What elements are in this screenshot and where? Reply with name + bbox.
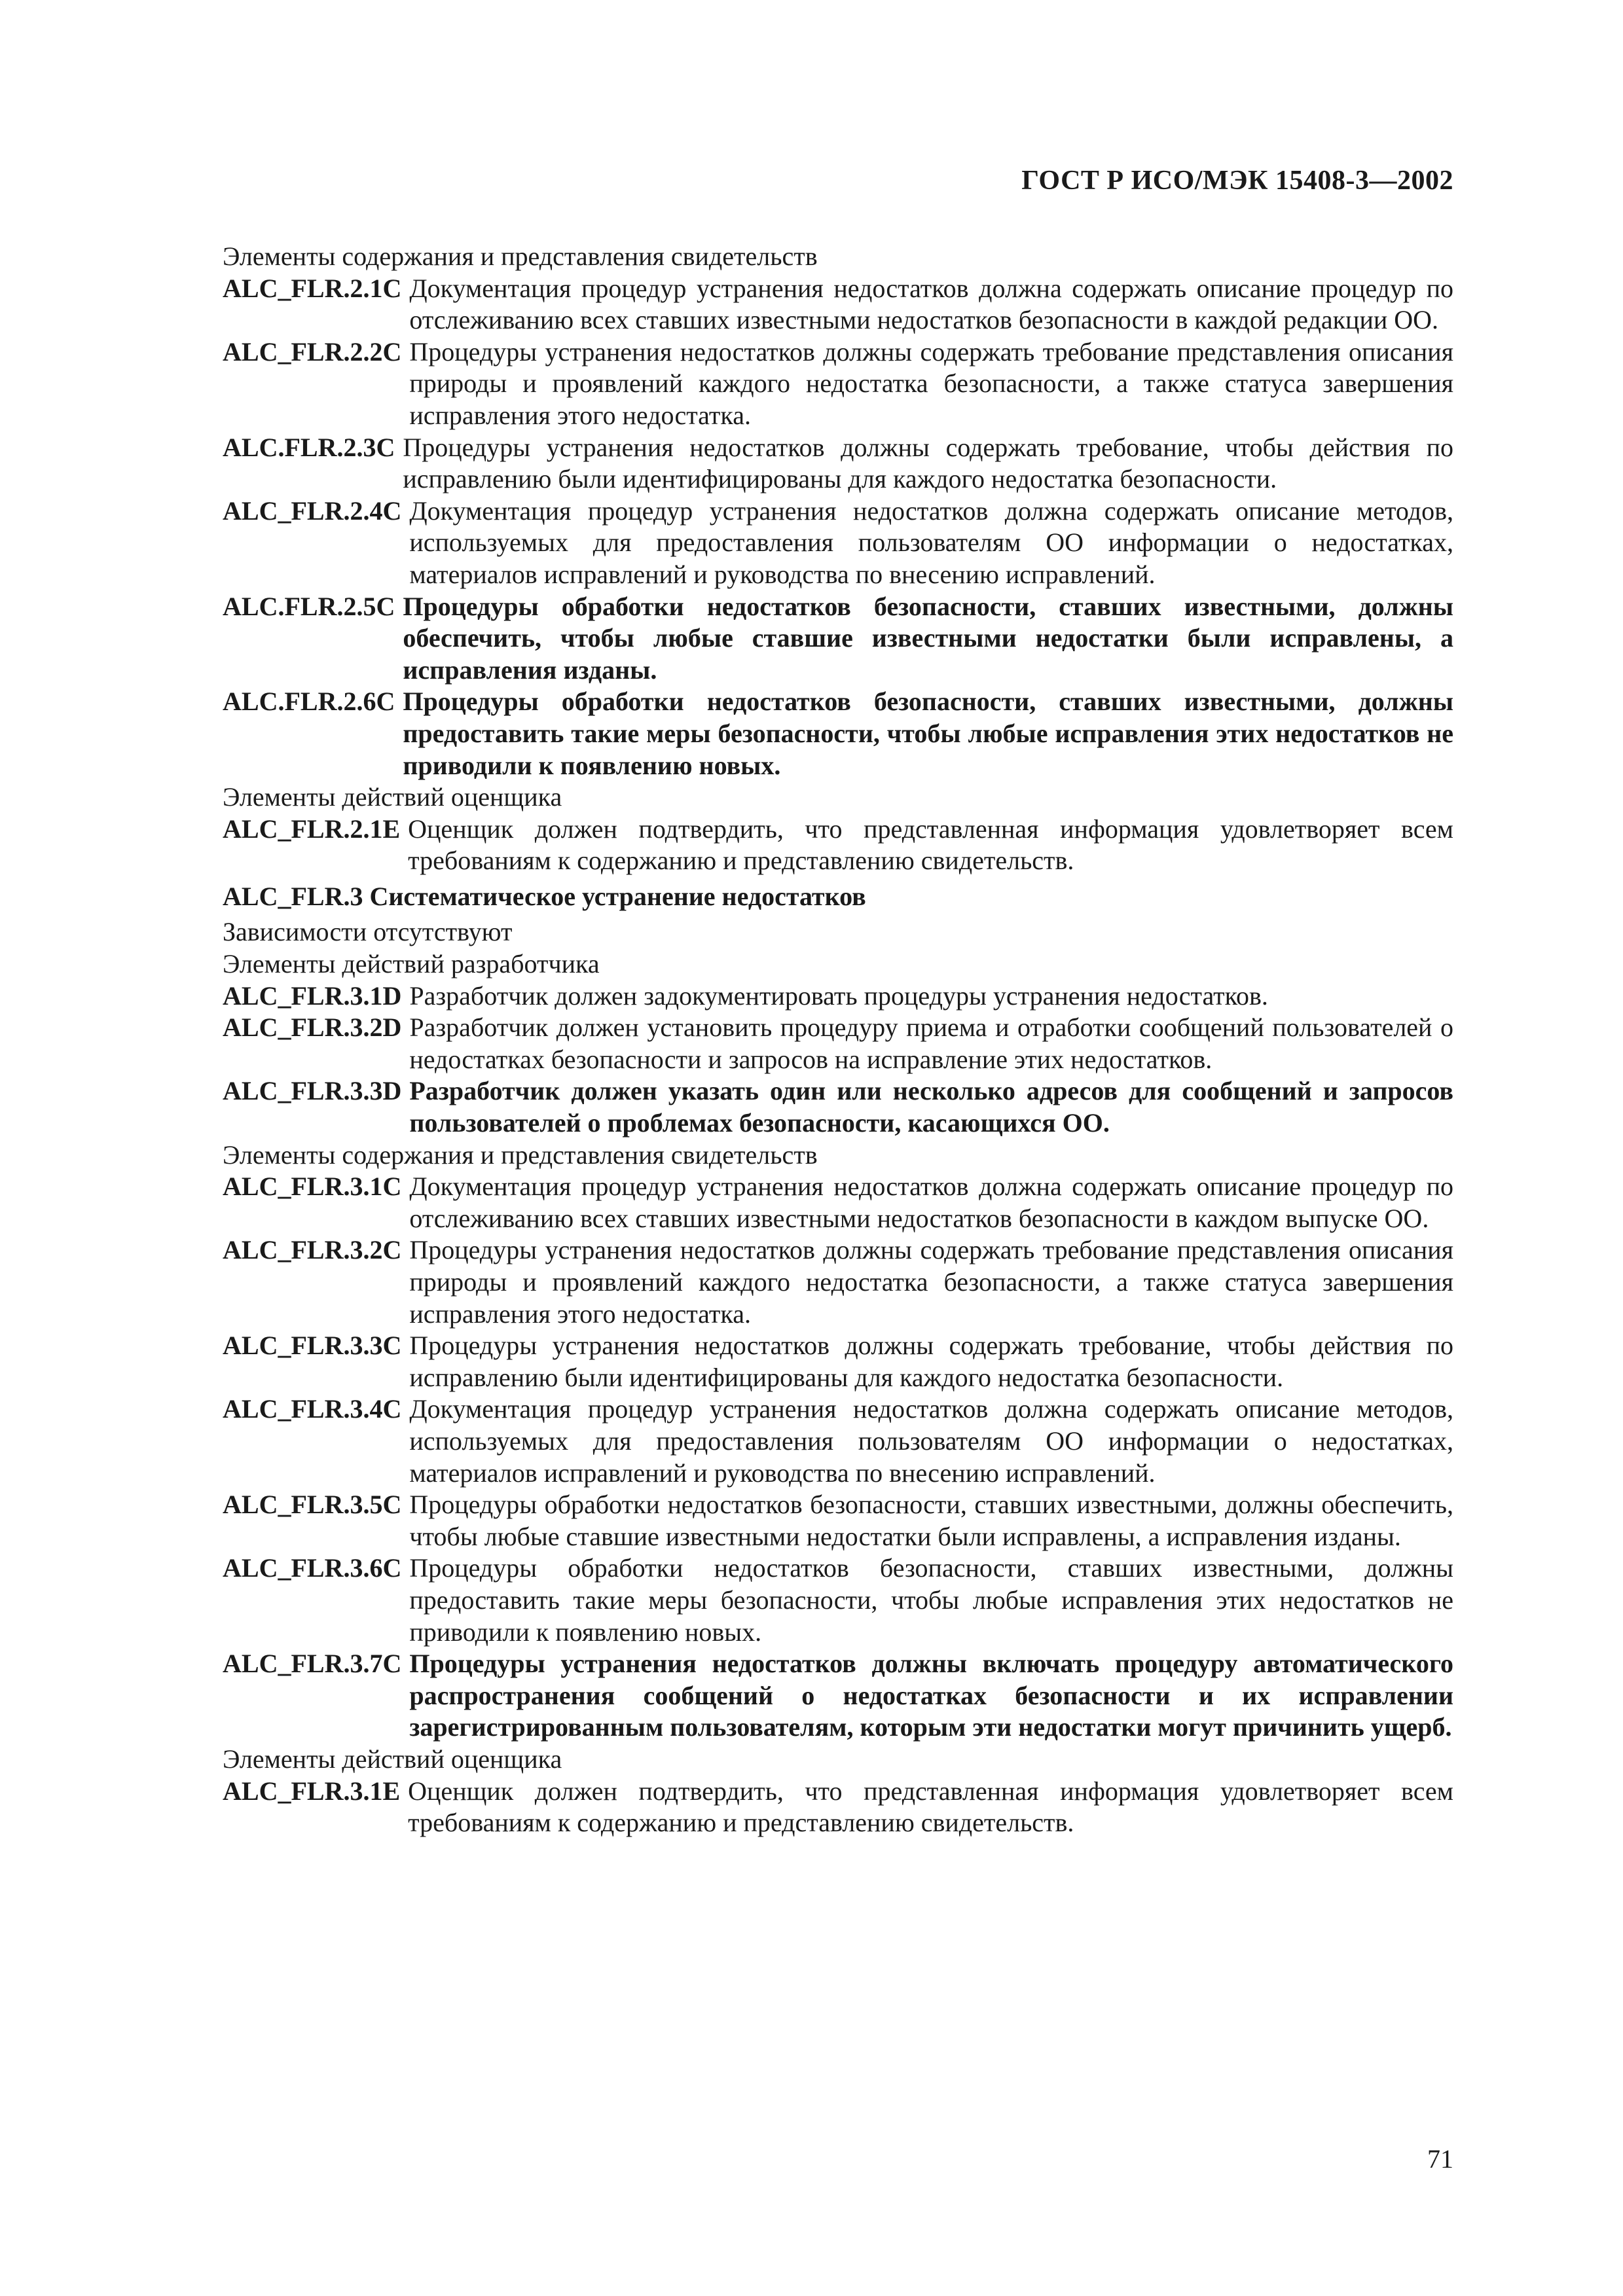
- requirement-text: Процедуры обработки недостатков безопасности, ставших известными, должны предоставить такие меры безопасности, чтобы любые исправления этих недостатков не приводили к появлению новых.: [409, 1553, 1453, 1647]
- requirement-item: [223, 1075, 1453, 1139]
- requirement-code: ALC.FLR.2.3C: [223, 432, 395, 462]
- requirement-code: ALC.FLR.2.5C: [223, 591, 395, 621]
- requirement-text: Оценщик должен подтвердить, что представленная информация удовлетворяет всем требованиям к содержанию и представлению свидетельств.: [408, 814, 1453, 876]
- requirement-code: ALC.FLR.2.6C: [223, 687, 395, 717]
- requirement-code: ALC_FLR.3.1D: [223, 980, 402, 1011]
- requirement-text: Документация процедур устранения недостатков должна содержать описание методов, используемых для предоставления пользователям ОО информации о недостатках, материалов исправлений и руководства по внесению исправлений.: [409, 1394, 1453, 1488]
- requirement-item: [223, 1776, 1453, 1839]
- requirement-code: ALC_FLR.3.3C: [223, 1331, 402, 1361]
- document-body: [223, 241, 1453, 1839]
- requirement-text: Процедуры устранения недостатков должны содержать требование, чтобы действия по исправлению были идентифицированы для каждого недостатка безопасности.: [403, 432, 1453, 494]
- requirement-code: ALC_FLR.3.1E: [223, 1776, 401, 1806]
- requirement-code: ALC_FLR.3.2D: [223, 1013, 402, 1043]
- requirement-code: ALC_FLR.3.6C: [223, 1553, 402, 1583]
- requirement-text: Документация процедур устранения недостатков должна содержать описание процедур по отслеживанию всех ставших известными недостатков безопасности в каждом выпуске ОО.: [409, 1172, 1453, 1233]
- requirement-item: [223, 1648, 1453, 1744]
- requirement-item: [223, 591, 1453, 687]
- requirement-text: Процедуры обработки недостатков безопасности, ставших известными, должны предоставить такие меры безопасности, чтобы любые исправления этих недостатков не приводили к появлению новых.: [403, 687, 1453, 780]
- section-label: Элементы содержания и представления свидетельств: [223, 1139, 818, 1170]
- requirement-item: [223, 432, 1453, 495]
- requirement-item: [223, 686, 1453, 781]
- requirement-code: ALC_FLR.2.4C: [223, 495, 402, 526]
- requirement-item: [223, 273, 1453, 336]
- requirement-code: ALC_FLR.3.4C: [223, 1394, 402, 1424]
- requirement-code: ALC_FLR.3.2C: [223, 1235, 402, 1265]
- requirement-item: [223, 980, 1453, 1013]
- requirement-text: Оценщик должен подтвердить, что представленная информация удовлетворяет всем требованиям к содержанию и представлению свидетельств.: [408, 1776, 1453, 1838]
- section-label: Элементы действий оценщика: [223, 782, 562, 812]
- section-label: Элементы действий оценщика: [223, 1744, 562, 1774]
- requirement-code: ALC_FLR.2.1C: [223, 273, 402, 303]
- requirement-text: Документация процедур устранения недостатков должна содержать описание процедур по отслеживанию всех ставших известными недостатков безопасности в каждой редакции ОО.: [409, 273, 1453, 335]
- requirement-item: [223, 814, 1453, 877]
- requirement-code: ALC_FLR.3.5C: [223, 1490, 402, 1520]
- requirement-text: Процедуры устранения недостатков должны содержать требование представления описания природы и проявлений каждого недостатка безопасности, а также статуса завершения исправления этого недостатка.: [409, 336, 1453, 430]
- page-number: 71: [1427, 2144, 1453, 2174]
- section-label: Элементы действий разработчика: [223, 949, 600, 979]
- section-label: Элементы содержания и представления свидетельств: [223, 242, 818, 271]
- requirement-item: [223, 1552, 1453, 1648]
- requirement-code: ALC_FLR.3.7C: [223, 1649, 402, 1679]
- requirement-text: Разработчик должен задокументировать процедуры устранения недостатков.: [409, 980, 1268, 1011]
- section-label: Зависимости отсутствуют: [223, 917, 513, 947]
- requirement-item: [223, 1171, 1453, 1234]
- requirement-item: [223, 336, 1453, 432]
- requirement-text: Процедуры обработки недостатков безопасности, ставших известными, должны обеспечить, чтобы любые ставшие известными недостатки были исправлены, а исправления изданы.: [403, 591, 1453, 685]
- component-heading: ALC_FLR.3 Систематическое устранение недостатков: [223, 881, 866, 911]
- requirement-item: [223, 1393, 1453, 1489]
- requirement-item: [223, 1234, 1453, 1330]
- requirement-item: [223, 1012, 1453, 1075]
- requirement-item: [223, 495, 1453, 591]
- requirement-item: [223, 1330, 1453, 1393]
- requirement-text: Разработчик должен установить процедуру приема и отработки сообщений пользователей о недостатках безопасности и запросов на исправление этих недостатков.: [409, 1013, 1453, 1074]
- requirement-text: Процедуры обработки недостатков безопасности, ставших известными, должны обеспечить, чтобы любые ставшие известными недостатки были исправлены, а исправления изданы.: [409, 1490, 1453, 1551]
- requirement-item: [223, 1489, 1453, 1552]
- requirement-code: ALC_FLR.2.2C: [223, 336, 402, 367]
- requirement-code: ALC_FLR.3.3D: [223, 1076, 402, 1106]
- requirement-code: ALC_FLR.2.1E: [223, 814, 401, 844]
- requirement-text: Документация процедур устранения недостатков должна содержать описание методов, используемых для предоставления пользователям ОО информации о недостатках, материалов исправлений и руководства по внесению исправлений.: [409, 495, 1453, 589]
- requirement-text: Процедуры устранения недостатков должны содержать требование представления описания природы и проявлений каждого недостатка безопасности, а также статуса завершения исправления этого недостатка.: [409, 1235, 1453, 1329]
- requirement-text: Процедуры устранения недостатков должны содержать требование, чтобы действия по исправлению были идентифицированы для каждого недостатка безопасности.: [409, 1331, 1453, 1392]
- requirement-text: Разработчик должен указать один или несколько адресов для сообщений и запросов пользователей о проблемах безопасности, касающихся ОО.: [409, 1076, 1453, 1138]
- requirement-code: ALC_FLR.3.1C: [223, 1172, 402, 1202]
- document-header: ГОСТ Р ИСО/МЭК 15408-3—2002: [1021, 166, 1453, 196]
- requirement-text: Процедуры устранения недостатков должны включать процедуру автоматического распространения сообщений о недостатках безопасности и их исправлении зарегистрированным пользователям, которым эти недостатки могут причинить ущерб.: [409, 1649, 1453, 1742]
